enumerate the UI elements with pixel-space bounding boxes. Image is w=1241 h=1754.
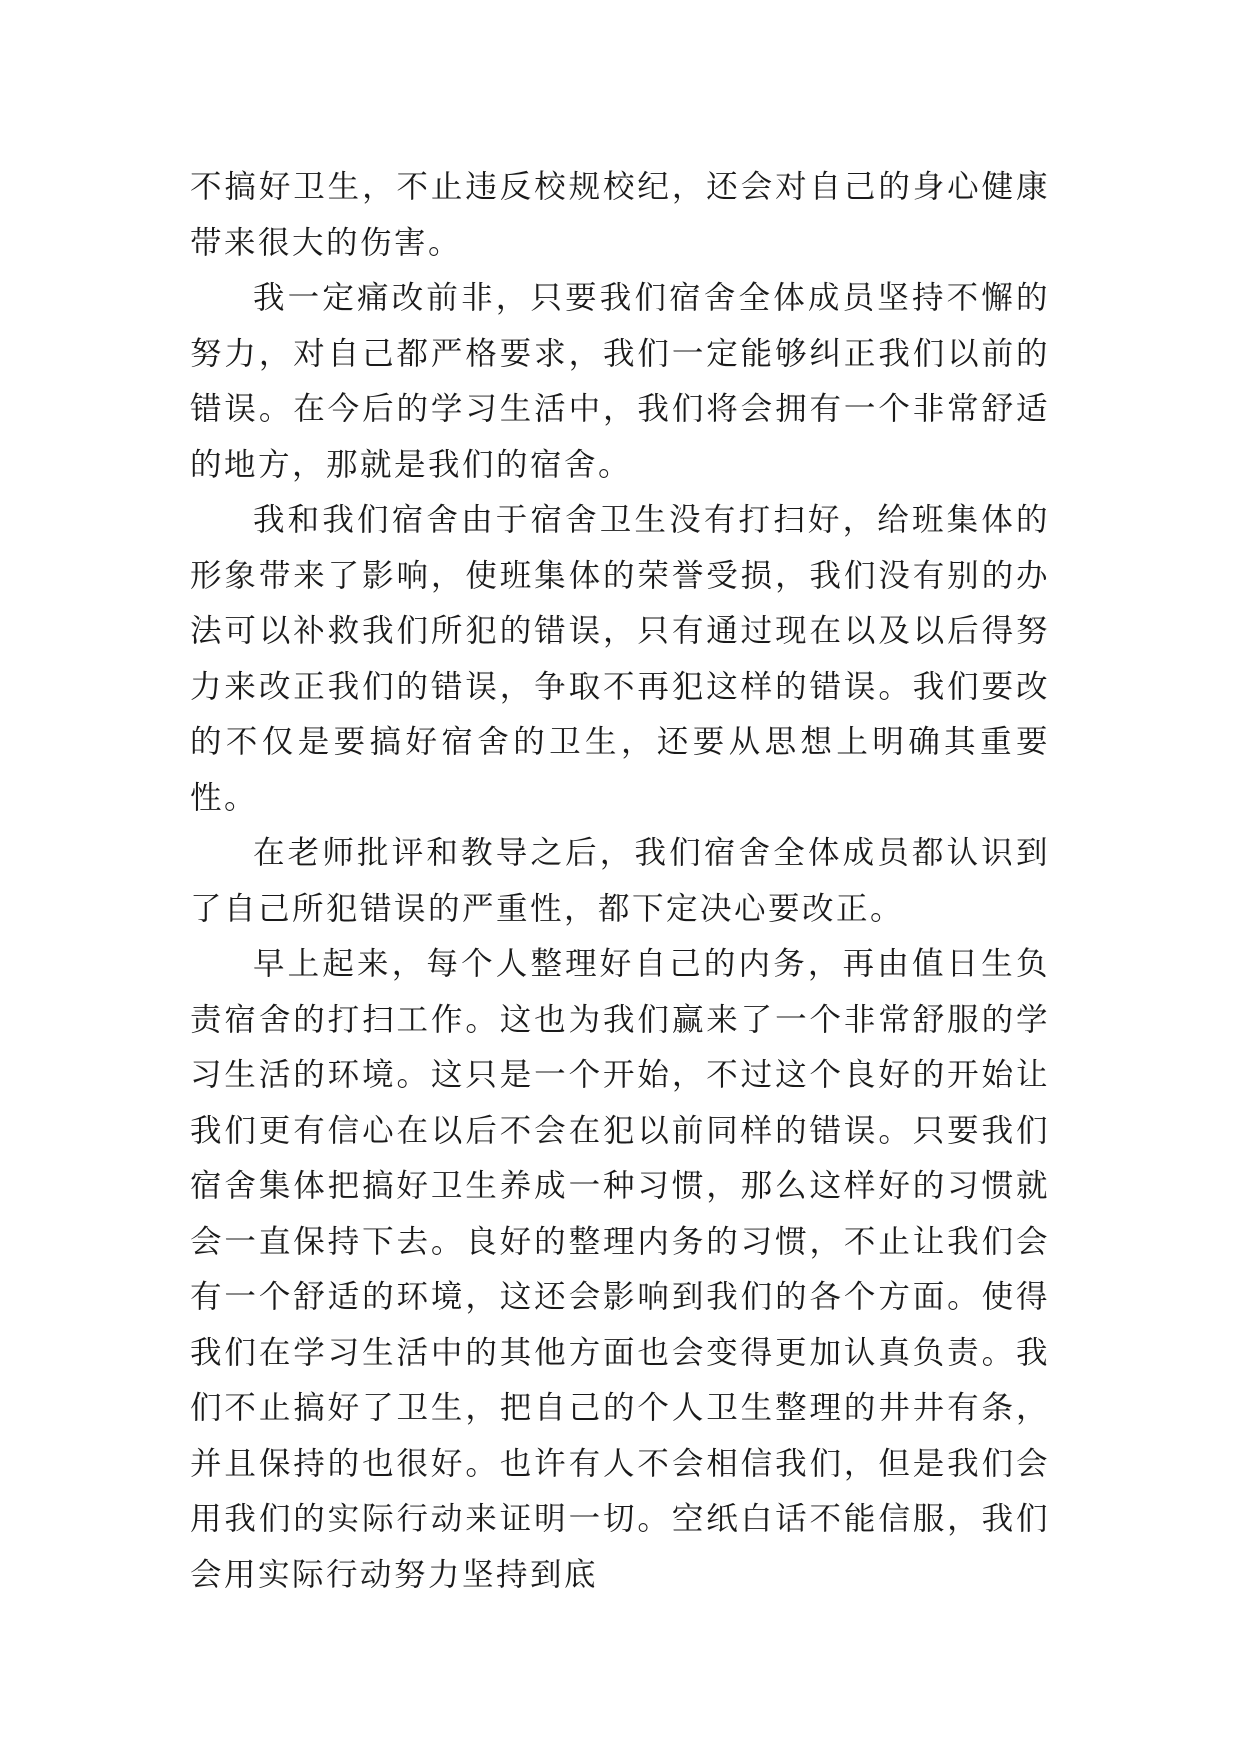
- paragraph-5: 早上起来，每个人整理好自己的内务，再由值日生负责宿舍的打扫工作。这也为我们赢来了一个非常舒服的学习生活的环境。这只是一个开始，不过这个良好的开始让我们更有信心在以后不会在犯以前同样的错误。只要我们宿舍集体把搞好卫生养成一种习惯，那么这样好的习惯就会一直保持下去。良好的整理内务的习惯，不止让我们会有一个舒适的环境，这还会影响到我们的各个方面。使得我们在学习生活中的其他方面也会变得更加认真负责。我们不止搞好了卫生，把自己的个人卫生整理的井井有条，并且保持的也很好。也许有人不会相信我们，但是我们会用我们的实际行动来证明一切。空纸白话不能信服，我们会用实际行动努力坚持到底: [190, 946, 1050, 1593]
- document-body: [190, 160, 1050, 1603]
- paragraph-4: 在老师批评和教导之后，我们宿舍全体成员都认识到了自己所犯错误的严重性，都下定决心要改正。: [190, 835, 1050, 927]
- paragraph-2: 我一定痛改前非，只要我们宿舍全体成员坚持不懈的努力，对自己都严格要求，我们一定能够纠正我们以前的错误。在今后的学习生活中，我们将会拥有一个非常舒适的地方，那就是我们的宿舍。: [190, 280, 1050, 483]
- paragraph-3: 我和我们宿舍由于宿舍卫生没有打扫好，给班集体的形象带来了影响，使班集体的荣誉受损，我们没有别的办法可以补救我们所犯的错误，只有通过现在以及以后得努力来改正我们的错误，争取不再犯这样的错误。我们要改的不仅是要搞好宿舍的卫生，还要从思想上明确其重要性。: [190, 502, 1050, 816]
- paragraph-1: 不搞好卫生，不止违反校规校纪，还会对自己的身心健康带来很大的伤害。: [190, 169, 1050, 261]
